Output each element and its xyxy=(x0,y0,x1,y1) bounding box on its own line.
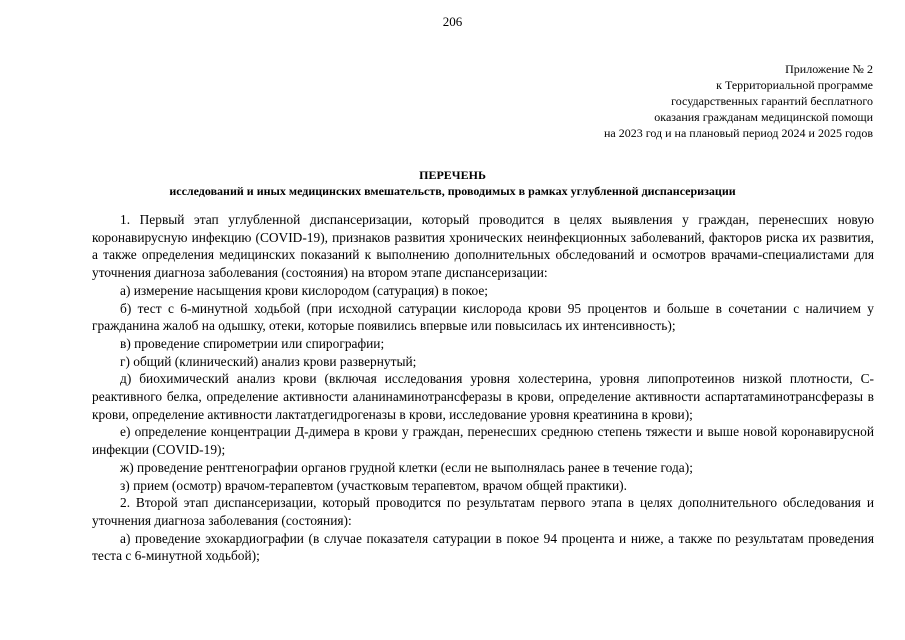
paragraph: в) проведение спирометрии или спирографии; xyxy=(120,335,385,351)
appendix-line: к Территориальной программе xyxy=(716,78,873,92)
title-subheading: исследований и иных медицинских вмешательств, проводимых в рамках углубленной диспансеризации xyxy=(169,184,736,198)
document-body xyxy=(92,211,874,565)
paragraph: б) тест с 6-минутной ходьбой (при исходной сатурации кислорода крови 95 процентов и больше в сочетании с наличием у гражданина жалоб на одышку, отеки, которые появились впервые или повысилась их интенсивность); xyxy=(92,300,874,334)
paragraph: а) измерение насыщения крови кислородом (сатурация) в покое; xyxy=(120,282,488,298)
appendix-line: государственных гарантий бесплатного xyxy=(671,94,873,108)
paragraph: ж) проведение рентгенографии органов грудной клетки (если не выполнялась ранее в течение года); xyxy=(120,459,693,475)
paragraph: д) биохимический анализ крови (включая исследования уровня холестерина, уровня липопротеинов низкой плотности, С-реактивного белка, определение активности аланинаминотрансферазы в крови, определение активности аспартатаминотрансферазы в крови, определение активности лактатдегидрогеназы в крови, исследование уровня креатинина в крови); xyxy=(92,371,874,422)
appendix-line: Приложение № 2 xyxy=(785,62,873,76)
paragraph: а) проведение эхокардиографии (в случае показателя сатурации в покое 94 процента и ниже, а также по результатам проведения теста с 6-минутной ходьбой); xyxy=(92,530,874,564)
document-title xyxy=(0,167,905,199)
paragraph: 1. Первый этап углубленной диспансеризации, который проводится в целях выявления у граждан, перенесших новую коронавирусную инфекцию (COVID-19), признаков развития хронических неинфекционных заболеваний, факторов риска их развития, а также определения медицинских показаний к выполнению дополнительных обследований и осмотров врачами-специалистами для уточнения диагноза заболевания (состояния) на втором этапе диспансеризации: xyxy=(92,212,874,281)
appendix-line: на 2023 год и на плановый период 2024 и 2025 годов xyxy=(603,126,873,140)
title-heading: ПЕРЕЧЕНЬ xyxy=(419,168,486,182)
appendix-line: оказания гражданам медицинской помощи xyxy=(654,110,873,124)
paragraph: 2. Второй этап диспансеризации, который проводится по результатам первого этапа в целях дополнительного обследования и уточнения диагноза заболевания (состояния): xyxy=(92,495,874,528)
paragraph: г) общий (клинический) анализ крови развернутый; xyxy=(120,353,417,369)
appendix-header xyxy=(604,61,873,141)
page-number: 206 xyxy=(442,14,463,29)
paragraph: е) определение концентрации Д-димера в крови у граждан, перенесших среднюю степень тяжести и выше новой коронавирусной инфекции (COVID-19); xyxy=(92,424,874,458)
paragraph: з) прием (осмотр) врачом-терапевтом (участковым терапевтом, врачом общей практики). xyxy=(120,477,627,493)
